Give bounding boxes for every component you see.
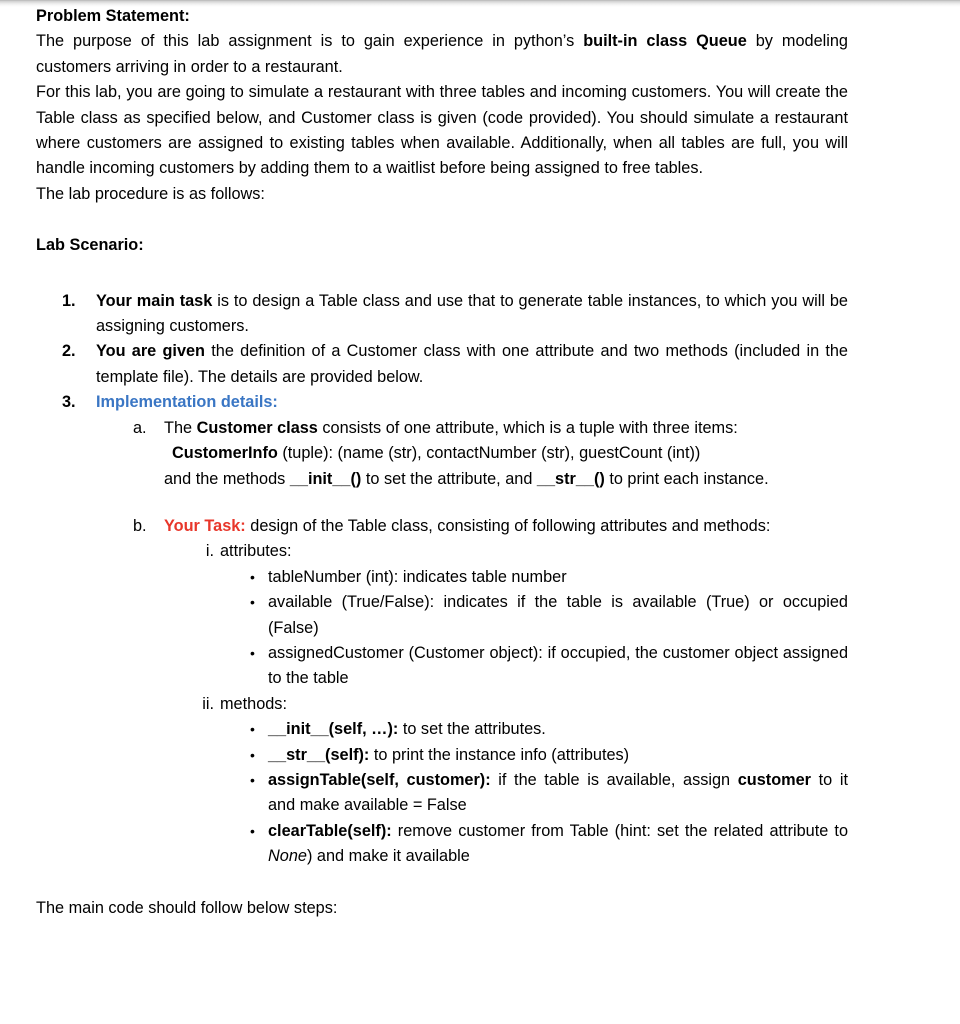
customer-methods-post: to print each instance. bbox=[604, 469, 769, 488]
paragraph-1-bold: built-in class Queue bbox=[583, 32, 747, 51]
bullet-icon: • bbox=[250, 771, 255, 788]
customer-info-line bbox=[36, 441, 848, 466]
bullet-icon: • bbox=[250, 644, 255, 661]
method-init-description: to set the attributes. bbox=[398, 720, 546, 739]
implementation-details-label: Implementation details: bbox=[96, 393, 278, 412]
method-init-signature: __init__(self, …): bbox=[268, 720, 399, 739]
sub-item-a bbox=[36, 416, 848, 441]
roman-marker-methods: ii. bbox=[202, 694, 214, 713]
attribute-assigned-customer-text: assignedCustomer (Customer object): if occupied, the customer object assigned to the table bbox=[268, 643, 848, 688]
method-clear-table-description-a: remove customer from Table (hint: set the related attribute to bbox=[391, 821, 848, 840]
method-str-signature: __str__(self): bbox=[268, 745, 370, 764]
problem-statement-paragraph-2: For this lab, you are going to simulate a restaurant with three tables and incoming customers. You will create the Table class as specified below, and Customer class is given (code provided). You should simulate a restaurant where customers are assigned to existing tables when available. Additionally, when all tables are full, you will handle incoming customers by adding them to a waitlist before being assigned to free tables. bbox=[36, 83, 848, 178]
lab-scenario-heading: Lab Scenario: bbox=[36, 236, 144, 255]
spacer-before-lab-scenario bbox=[36, 207, 848, 233]
method-str-description: to print the instance info (attributes) bbox=[369, 745, 630, 764]
bullet-icon: • bbox=[250, 568, 255, 585]
roman-marker-attributes: i. bbox=[205, 542, 214, 561]
list-item-1 bbox=[36, 289, 848, 340]
list-item-3 bbox=[36, 390, 848, 415]
roman-item-methods bbox=[36, 692, 848, 717]
method-bullet-str bbox=[36, 743, 848, 768]
list-item-2-bold-lead: You are given bbox=[96, 342, 205, 361]
list-item-1-text: is to design a Table class and use that to generate table instances, to which you will be assigning customers. bbox=[96, 291, 848, 336]
method-assign-table-signature: assignTable(self, customer): bbox=[268, 770, 491, 789]
list-marker-1: 1. bbox=[62, 291, 76, 310]
customer-methods-pre: and the methods bbox=[164, 469, 290, 488]
customer-info-bold: CustomerInfo bbox=[172, 444, 278, 463]
attributes-label: attributes: bbox=[220, 542, 292, 561]
spacer-before-footer bbox=[36, 870, 848, 896]
methods-label: methods: bbox=[220, 694, 287, 713]
problem-statement-heading: Problem Statement: bbox=[36, 7, 190, 25]
sub-item-a-line1-pre: The bbox=[164, 418, 197, 437]
bullet-icon: • bbox=[250, 822, 255, 839]
spacer-after-lab-scenario-heading bbox=[36, 259, 848, 289]
str-method-name: __str__() bbox=[536, 469, 605, 488]
list-item-1-bold-lead: Your main task bbox=[96, 291, 213, 310]
attribute-table-number-text: tableNumber (int): indicates table number bbox=[268, 567, 567, 586]
list-item-2 bbox=[36, 339, 848, 390]
customer-info-signature: (tuple): (name (str), contactNumber (str), guestCount (int)) bbox=[277, 444, 701, 463]
attribute-bullet-available bbox=[36, 590, 848, 641]
method-assign-table-description-b: to it and make available = False bbox=[268, 770, 848, 815]
bullet-icon: • bbox=[250, 721, 255, 738]
method-bullet-clear-table bbox=[36, 819, 848, 870]
customer-methods-line bbox=[36, 467, 848, 492]
spacer-before-sub-item-b bbox=[36, 492, 848, 514]
sub-item-a-line1-post: consists of one attribute, which is a tuple with three items: bbox=[317, 418, 738, 437]
list-item-2-text: the definition of a Customer class with one attribute and two methods (included in the template file). The details are provided below. bbox=[96, 342, 848, 386]
sub-item-b bbox=[36, 514, 848, 539]
method-bullet-init bbox=[36, 717, 848, 742]
sub-item-a-marker: a. bbox=[133, 418, 147, 437]
method-assign-table-customer-param: customer bbox=[737, 770, 812, 789]
sub-item-b-marker: b. bbox=[133, 516, 147, 535]
list-marker-3: 3. bbox=[62, 393, 76, 412]
bullet-icon: • bbox=[250, 594, 255, 611]
problem-statement-paragraph-1 bbox=[36, 29, 848, 80]
paragraph-1-pre: The purpose of this lab assignment is to gain experience in python’s bbox=[36, 32, 584, 51]
roman-item-attributes bbox=[36, 539, 848, 564]
method-bullet-assign-table bbox=[36, 768, 848, 819]
attribute-available-text: available (True/False): indicates if the table is available (True) or occupied (False) bbox=[268, 593, 848, 637]
attribute-bullet-table-number bbox=[36, 565, 848, 590]
sub-item-b-text: design of the Table class, consisting of following attributes and methods: bbox=[245, 516, 771, 535]
method-assign-table-description-a: if the table is available, assign bbox=[490, 770, 738, 789]
problem-statement-paragraph-3: The lab procedure is as follows: bbox=[36, 184, 265, 203]
footer-main-code-line: The main code should follow below steps: bbox=[36, 898, 338, 917]
your-task-label: Your Task: bbox=[164, 516, 246, 535]
method-clear-table-none-literal: None bbox=[268, 847, 307, 866]
bullet-icon: • bbox=[250, 746, 255, 763]
list-marker-2: 2. bbox=[62, 342, 76, 361]
attribute-bullet-assigned-customer bbox=[36, 641, 848, 692]
method-clear-table-description-b: ) and make it available bbox=[306, 847, 470, 866]
method-clear-table-signature: clearTable(self): bbox=[268, 821, 392, 840]
paragraph-1-post: by modeling customers arriving in order to a restaurant. bbox=[36, 32, 848, 76]
customer-methods-mid: to set the attribute, and bbox=[361, 469, 537, 488]
sub-item-a-line1-bold: Customer class bbox=[196, 418, 318, 437]
document-content bbox=[36, 4, 848, 921]
init-method-name: __init__() bbox=[289, 469, 362, 488]
